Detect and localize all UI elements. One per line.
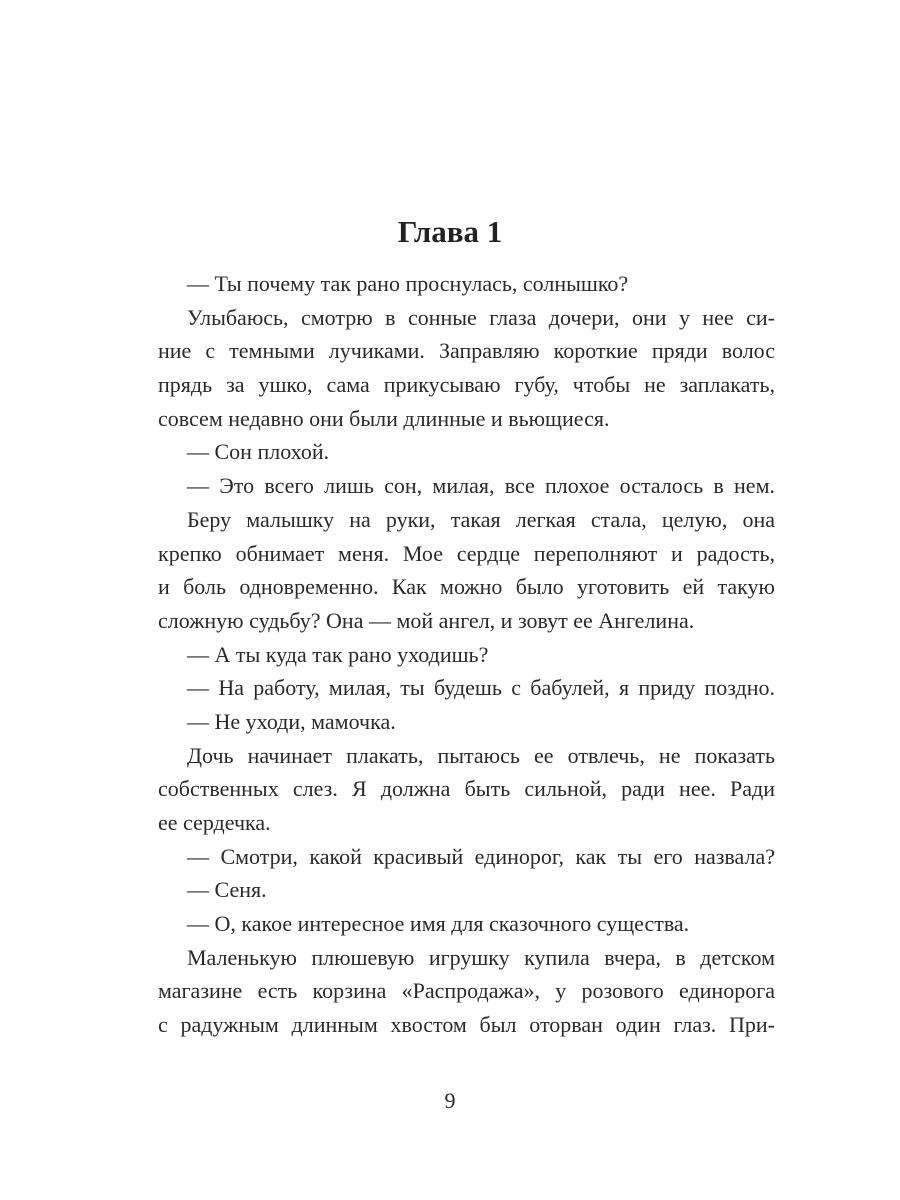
text-line: совсем недавно они были длинные и вьющиеся.	[158, 405, 610, 431]
text-line: — Это всего лишь сон, милая, все плохое осталось в нем.	[187, 473, 775, 499]
text-line: и боль одновременно. Как можно было уготовить ей такую	[158, 574, 775, 600]
text-line: — Не уходи, мамочка.	[187, 708, 396, 734]
text-line: собственных слез. Я должна быть сильной, ради нее. Ради	[158, 776, 775, 802]
text-line: ние с темными лучиками. Заправляю короткие пряди волос	[158, 338, 775, 364]
text-line: — Сон плохой.	[187, 439, 330, 465]
chapter-title: Глава 1	[397, 214, 503, 249]
text-line: — Смотри, какой красивый единорог, как ты его назвала?	[187, 843, 775, 869]
text-line: крепко обнимает меня. Мое сердце переполняют и радость,	[158, 540, 775, 566]
text-line: Улыбаюсь, смотрю в сонные глаза дочери, они у нее си-	[187, 304, 775, 330]
text-line: ее сердечка.	[158, 810, 271, 835]
text-line: Беру малышку на руки, такая легкая стала, целую, она	[187, 506, 775, 532]
text-line: — А ты куда так рано уходишь?	[187, 641, 489, 667]
page-number: 9	[444, 1088, 456, 1113]
text-line: Дочь начинает плакать, пытаюсь ее отвлечь, не показать	[187, 742, 775, 768]
text-line: прядь за ушко, сама прикусываю губу, чтобы не заплакать,	[158, 372, 775, 398]
text-line: сложную судьбу? Она — мой ангел, и зовут ее Ангелина.	[158, 607, 695, 633]
body-text	[158, 267, 775, 1042]
text-line: Маленькую плюшевую игрушку купила вчера, в детском	[187, 944, 775, 970]
text-line: магазине есть корзина «Распродажа», у розового единорога	[158, 978, 775, 1004]
text-line: с радужным длинным хвостом был оторван один глаз. При-	[158, 1012, 775, 1038]
text-line: — О, какое интересное имя для сказочного существа.	[187, 911, 690, 937]
text-line: — Ты почему так рано проснулась, солнышко?	[187, 271, 629, 296]
text-line: — Сеня.	[187, 877, 267, 903]
text-line: — На работу, милая, ты будешь с бабулей, я приду поздно.	[187, 675, 775, 701]
